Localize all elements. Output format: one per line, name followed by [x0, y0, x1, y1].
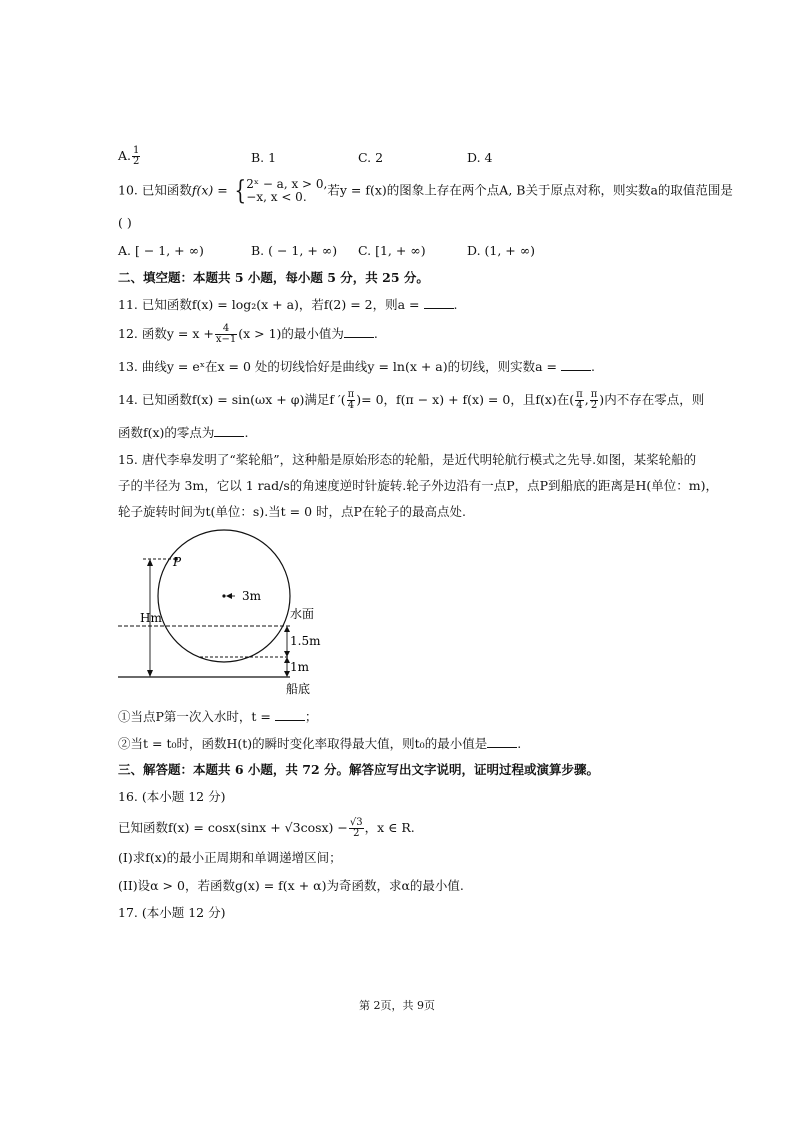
- label-1-5m: 1.5m: [290, 634, 321, 648]
- q11-blank[interactable]: [424, 296, 454, 309]
- q15-sub1-blank[interactable]: [275, 708, 305, 721]
- label-ship-bottom: 船底: [286, 682, 311, 696]
- q14-line1: 14. 已知函数f(x) = sin(ωx + φ)满足f ′( $\frac{\pi}{4}$ )= 0，f(π − x) + f(x) = 0，且f(x)在( $\frac{\pi}{4}$ , $\frac{\pi}{2}$ )内不存在零点，则: [118, 389, 705, 411]
- section-answer-title: 三、解答题：本题共 6 小题，共 72 分。解答应写出文字说明，证明过程或演算步骤。: [118, 762, 600, 777]
- q9-option-a: A. $\frac{1}{2}$: [118, 145, 140, 167]
- q15-sub2-blank[interactable]: [487, 735, 517, 748]
- label-p: P: [173, 555, 182, 569]
- label-water: 水面: [290, 607, 315, 621]
- q16-stem: 已知函数f(x) = cosx(sinx + √3cosx) − $\frac{√3}{2}$ ，x ∈ R.: [118, 817, 415, 839]
- label-radius: 3m: [242, 589, 262, 603]
- q10-answer-paren: ( ): [118, 215, 132, 230]
- q12: 12. 函数y = x + $\frac{4}{x-1}$ (x > 1)的最小值为 .: [118, 323, 378, 345]
- q15-line3: 轮子旋转时间为t(单位：s).当t = 0 时，点P在轮子的最高点处.: [118, 504, 466, 519]
- q9-option-d: D. 4: [467, 150, 493, 165]
- paddle-wheel-figure: [110, 525, 350, 700]
- q15-sub1: ①当点P第一次入水时，t = ；: [118, 709, 318, 724]
- label-1m: 1m: [290, 660, 310, 674]
- q11: 11. 已知函数f(x) = log₂(x + a)，若f(2) = 2，则a = .: [118, 297, 458, 312]
- q16-part2: (II)设α > 0，若函数g(x) = f(x + α)为奇函数，求α的最小值.: [118, 878, 464, 893]
- q9-option-c: C. 2: [358, 150, 384, 165]
- q10-stem: 10. 已知函数f(x) = { 2ˣ − a, x > 0, −x, x < 0. 若y = f(x)的图象上存在两个点A, B关于原点对称，则实数a的取值范围是: [118, 176, 733, 206]
- q15-line1: 15. 唐代李皋发明了“桨轮船”，这种船是原始形态的轮船，是近代明轮航行模式之先导.如图，某桨轮船的: [118, 452, 697, 467]
- q10-option-a: A. [ − 1, + ∞): [118, 243, 204, 258]
- q13-blank[interactable]: [561, 358, 591, 371]
- q10-option-b: B. ( − 1, + ∞): [251, 243, 338, 258]
- q9-option-b: B. 1: [251, 150, 277, 165]
- q15-sub2: ②当t = t₀时，函数H(t)的瞬时变化率取得最大值，则t₀的最小值是 .: [118, 736, 522, 751]
- q14-blank[interactable]: [214, 424, 244, 437]
- q16-part1: (I)求f(x)的最小正周期和单调递增区间；: [118, 850, 342, 865]
- q10-option-d: D. (1, + ∞): [467, 243, 536, 258]
- section-fill-in-title: 二、填空题：本题共 5 小题，每小题 5 分，共 25 分。: [118, 270, 429, 285]
- page-footer: 第 2页，共 9页: [359, 999, 435, 1012]
- q17-head: 17. (本小题 12 分): [118, 905, 226, 920]
- q12-blank[interactable]: [344, 325, 374, 338]
- label-h: Hm: [140, 611, 162, 625]
- q13: 13. 曲线y = eˣ在x = 0 处的切线恰好是曲线y = ln(x + a)的切线，则实数a = .: [118, 359, 595, 374]
- q16-head: 16. (本小题 12 分): [118, 789, 226, 804]
- q14-line2: 函数f(x)的零点为 .: [118, 425, 249, 440]
- q10-option-c: C. [1, + ∞): [358, 243, 426, 258]
- q15-line2: 子的半径为 3m，它以 1 rad/s的角速度逆时针旋转.轮子外边沿有一点P，点P到船底的距离是H(单位：m)，: [118, 478, 719, 493]
